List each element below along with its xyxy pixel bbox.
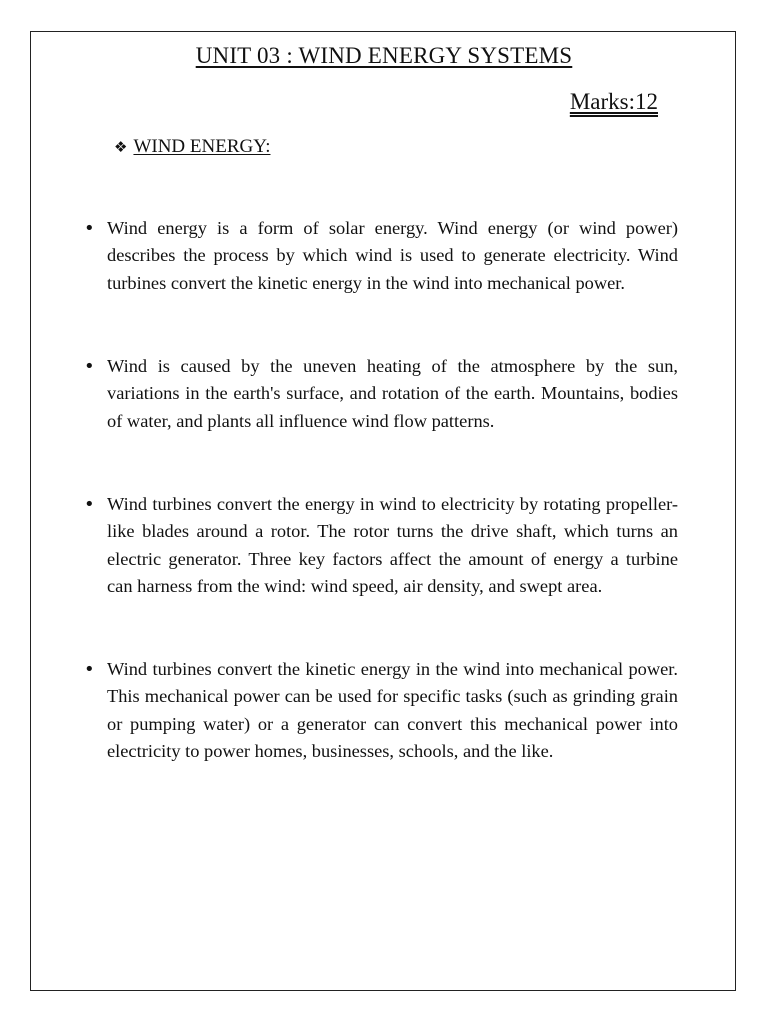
marks-label: Marks:12 [569, 89, 658, 114]
page-title: UNIT 03 : WIND ENERGY SYSTEMS [195, 43, 573, 68]
bullet-icon: • [84, 218, 95, 239]
bullet-icon: • [84, 494, 95, 515]
list-item [82, 491, 678, 600]
section-heading [114, 135, 271, 159]
section-heading-label: WIND ENERGY: [133, 136, 271, 157]
bullet-icon: • [84, 659, 95, 680]
bullet-text: Wind is caused by the uneven heating of the atmosphere by the sun, variations in the earth's surface, and rotation of the earth. Mountains, bodies of water, and plants all influence wind flow patterns. [107, 356, 678, 431]
list-item [82, 215, 678, 297]
bullet-text: Wind turbines convert the kinetic energy in the wind into mechanical power. This mechanical power can be used for specific tasks (such as grinding grain or pumping water) or a generator can convert this mechanical power into electricity to power homes, businesses, schools, and the like. [107, 659, 678, 761]
bullet-icon: • [84, 356, 95, 377]
diamond-bullet-icon: ❖ [114, 138, 128, 156]
list-item [82, 353, 678, 435]
list-item [82, 656, 678, 765]
bullet-text: Wind turbines convert the energy in wind to electricity by rotating propeller-like blades around a rotor. The rotor turns the drive shaft, which turns an electric generator. Three key factors affect the amount of energy a turbine can harness from the wind: wind speed, air density, and swept area. [107, 494, 678, 596]
bullet-text: Wind energy is a form of solar energy. Wind energy (or wind power) describes the process by which wind is used to generate electricity. Wind turbines convert the kinetic energy in the wind into mechanical power. [107, 218, 678, 293]
